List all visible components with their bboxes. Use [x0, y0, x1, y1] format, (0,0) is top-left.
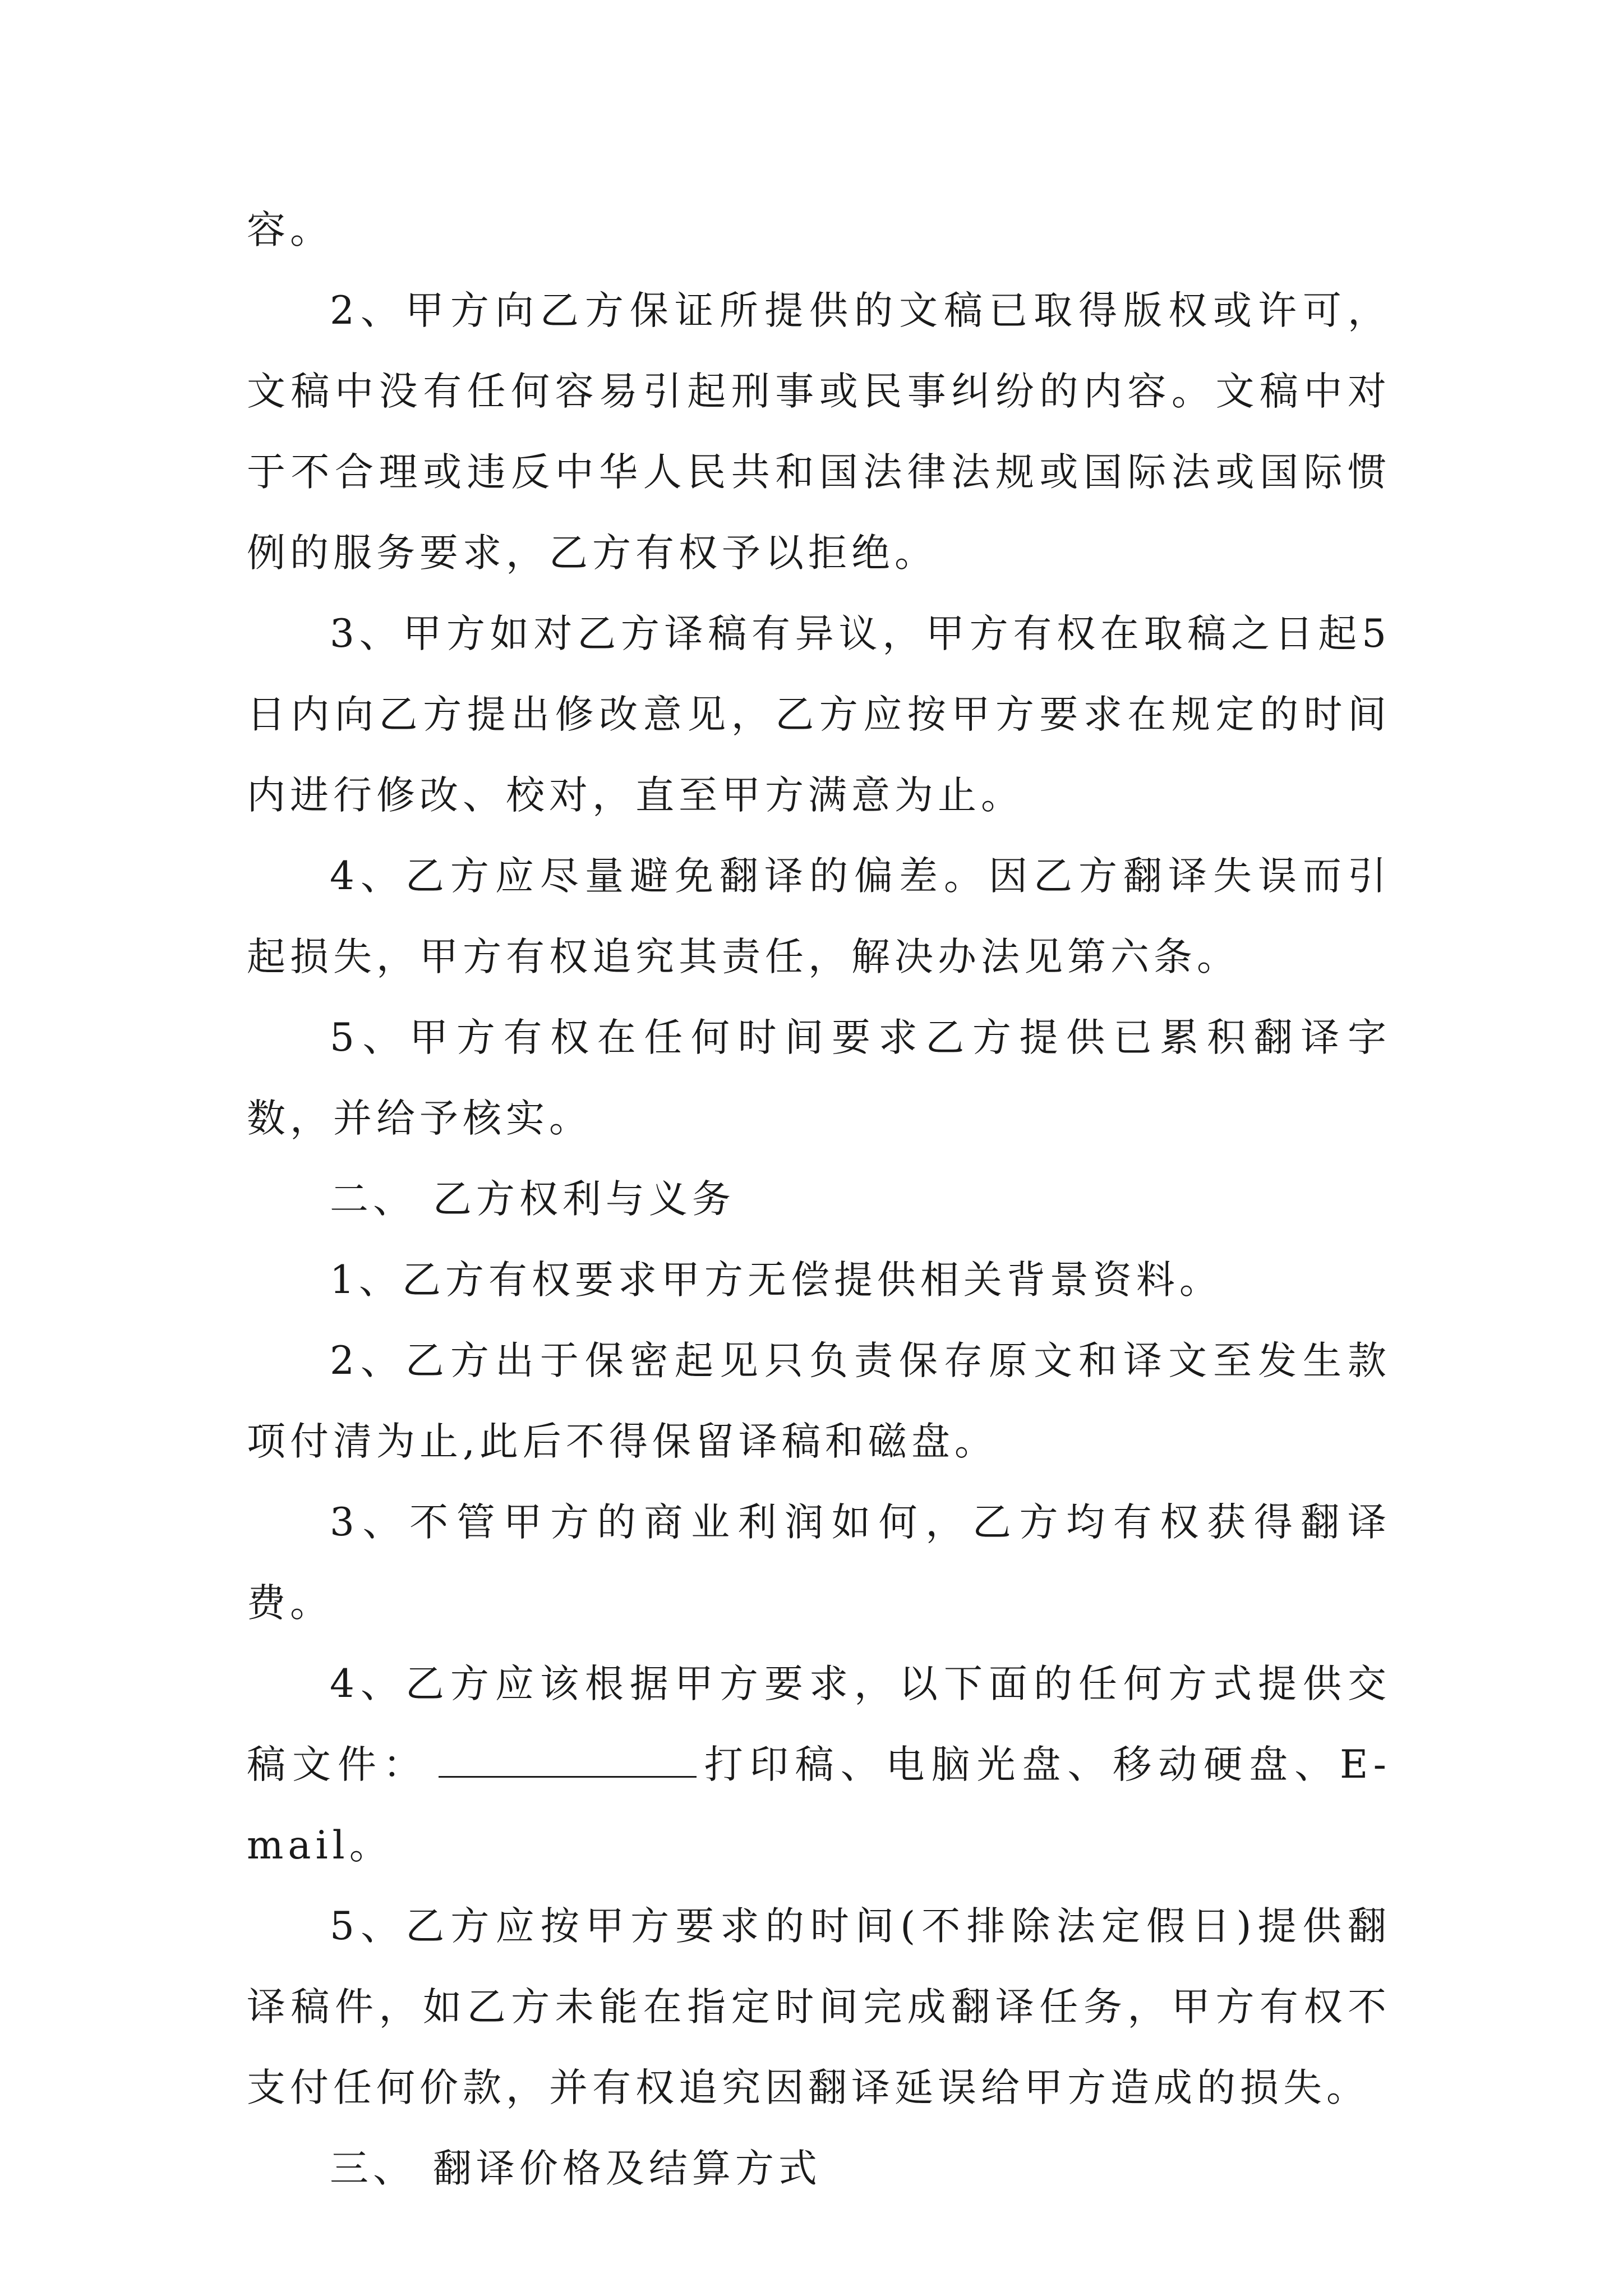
clause-a2: 2、甲方向乙方保证所提供的文稿已取得版权或许可，文稿中没有任何容易引起刑事或民事纠纷的内容。文稿中对于不合理或违反中华人民共和国法律法规或国际法或国际惯例的服务要求，乙方有权予以拒绝。: [247, 288, 1391, 576]
section-heading-3: 三、 翻译价格及结算方式: [330, 2146, 822, 2191]
fill-in-blank-line: [439, 1742, 697, 1778]
clause-b4: [247, 1644, 1391, 1886]
clause-b2: 2、乙方出于保密起见只负责保存原文和译文至发生款项付清为止,此后不得保留译稿和磁盘。: [247, 1338, 1391, 1464]
clause-a4: 4、乙方应尽量避免翻译的偏差。因乙方翻译失误而引起损失，甲方有权追究其责任，解决办法见第六条。: [247, 854, 1391, 979]
clause-b4-text-before-blank: 4、乙方应该根据甲方要求，以下面的任何方式提供交稿文件：: [247, 1662, 1391, 1787]
clause-a3: 3、甲方如对乙方译稿有异议，甲方有权在取稿之日起5日内向乙方提出修改意见，乙方应按甲方要求在规定的时间内进行修改、校对，直至甲方满意为止。: [247, 611, 1391, 818]
clause-b3: 3、不管甲方的商业利润如何，乙方均有权获得翻译费。: [247, 1500, 1391, 1626]
clause-b5: 5、乙方应按甲方要求的时间(不排除法定假日)提供翻译稿件，如乙方未能在指定时间完成翻译任务，甲方有权不支付任何价款，并有权追究因翻译延误给甲方造成的损失。: [247, 1904, 1391, 2110]
clause-b4-text-after-blank: 打印稿、电脑光盘、移动硬盘、E-mail。: [247, 1742, 1391, 1868]
clause-a5: 5、甲方有权在任何时间要求乙方提供已累积翻译字数，并给予核实。: [247, 1015, 1391, 1141]
document-body: [247, 190, 1391, 2209]
section-heading-2: 二、 乙方权利与义务: [330, 1177, 735, 1222]
paragraph-continuation: 容。: [247, 208, 333, 252]
clause-b1: 1、乙方有权要求甲方无偿提供相关背景资料。: [330, 1258, 1223, 1303]
